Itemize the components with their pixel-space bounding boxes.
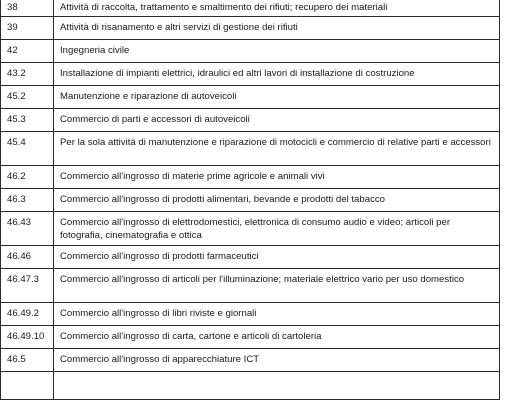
activity-code: 46.43 xyxy=(1,212,54,246)
activity-code: 39 xyxy=(1,17,54,40)
activity-description: Commercio all'ingrosso di apparecchiature ICT xyxy=(54,349,500,372)
table-row xyxy=(1,303,500,326)
table-row xyxy=(1,269,500,303)
activity-description: Ingegneria civile xyxy=(54,40,500,63)
table-row xyxy=(1,86,500,109)
activity-code: 46.49.10 xyxy=(1,326,54,349)
activity-description xyxy=(54,372,500,400)
activity-description: Manutenzione e riparazione di autoveicoli xyxy=(54,86,500,109)
activity-code: 46.47.3 xyxy=(1,269,54,303)
table-row xyxy=(1,0,500,17)
table-row xyxy=(1,326,500,349)
activity-code: 45.2 xyxy=(1,86,54,109)
table-row xyxy=(1,189,500,212)
table-row xyxy=(1,132,500,166)
table-row xyxy=(1,17,500,40)
table-row xyxy=(1,349,500,372)
activity-code xyxy=(1,372,54,400)
activity-description: Per la sola attività di manutenzione e riparazione di motocicli e commercio di relative parti e accessori xyxy=(54,132,500,166)
activity-description: Commercio all'ingrosso di carta, cartone e articoli di cartoleria xyxy=(54,326,500,349)
table-row xyxy=(1,166,500,189)
activity-code: 42 xyxy=(1,40,54,63)
activity-code: 46.2 xyxy=(1,166,54,189)
activity-code: 46.3 xyxy=(1,189,54,212)
activity-description: Commercio di parti e accessori di autoveicoli xyxy=(54,109,500,132)
table-row xyxy=(1,40,500,63)
activity-code: 46.49.2 xyxy=(1,303,54,326)
activity-code: 43.2 xyxy=(1,63,54,86)
activity-code: 46.5 xyxy=(1,349,54,372)
activity-description: Commercio all'ingrosso di prodotti alimentari, bevande e prodotti del tabacco xyxy=(54,189,500,212)
activity-description: Commercio all'ingrosso di articoli per l'illuminazione; materiale elettrico vario per uso domestico xyxy=(54,269,500,303)
table-row xyxy=(1,246,500,269)
activity-description: Attività di risanamento e altri servizi di gestione dei rifiuti xyxy=(54,17,500,40)
table-row xyxy=(1,212,500,246)
table-row xyxy=(1,372,500,400)
activity-description: Attività di raccolta, trattamento e smaltimento dei rifiuti; recupero dei materiali xyxy=(54,0,500,17)
activity-code: 45.4 xyxy=(1,132,54,166)
activity-code: 38 xyxy=(1,0,54,17)
activity-description: Commercio all'ingrosso di elettrodomestici, elettronica di consumo audio e video; articoli per fotografia, cinematografia e ottica xyxy=(54,212,500,246)
activity-code: 45.3 xyxy=(1,109,54,132)
activity-description: Commercio all'ingrosso di prodotti farmaceutici xyxy=(54,246,500,269)
activity-description: Installazione di impianti elettrici, idraulici ed altri lavori di installazione di costruzione xyxy=(54,63,500,86)
activity-description: Commercio all'ingrosso di materie prime agricole e animali vivi xyxy=(54,166,500,189)
table-row xyxy=(1,109,500,132)
activity-description: Commercio all'ingrosso di libri riviste e giornali xyxy=(54,303,500,326)
activity-code: 46.46 xyxy=(1,246,54,269)
table-row xyxy=(1,63,500,86)
